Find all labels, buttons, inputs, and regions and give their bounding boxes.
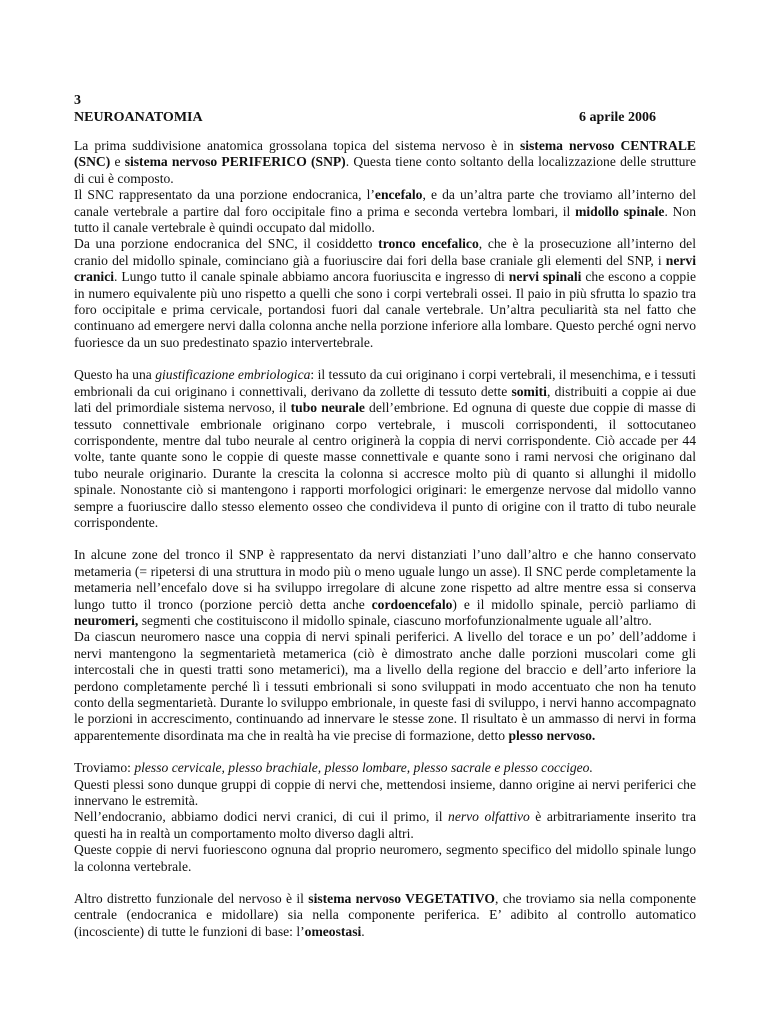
document-page	[74, 92, 696, 940]
paragraph	[74, 367, 696, 531]
bold-term: somiti	[511, 383, 547, 399]
bold-term: sistema nervoso CENTRALE (SNC)	[74, 138, 696, 170]
document-title: NEUROANATOMIA	[74, 110, 203, 125]
bold-term: encefalo	[374, 187, 423, 203]
bold-term: tubo neurale	[290, 400, 365, 416]
bold-term: sistema nervoso VEGETATIVO	[308, 891, 495, 907]
text-run: : il tessuto da cui originano i corpi vertebrali, il mesenchima, e i tessuti embrionali da cui originano i connettivali, derivano da zollette di tessuto dette	[74, 367, 696, 399]
italic-term: giustificazione embriologica	[155, 367, 311, 383]
text-run: Il SNC rappresentato da una porzione endocranica, l’	[74, 187, 375, 203]
bold-term: sistema nervoso PERIFERICO (SNP)	[124, 154, 346, 170]
paragraph	[74, 842, 696, 875]
paragraph	[74, 891, 696, 940]
text-run: Da ciascun neuromero nasce una coppia di nervi spinali periferici. A livello del torace e un po’ dell’addome i nervi mantengono la segmentarietà metamerica (ciò è dimostrato anche dalle porzioni muscolari come gli intercostali che in questi tratti sono metamerici), ma a livello della regione del braccio e dell’arto inferiore la perdono completamente perché lì i tessuti embrionali si sono sviluppati in modo accentuato che non ha tenuto conto della segmentarietà. Durante lo sviluppo embrionale, in queste fasi di sviluppo, i nervi hanno accompagnato le porzioni in accrescimento, continuando ad innervare le stesse zone. Il risultato è un ammasso di nervi in forma apparentemente disordinata ma che in realtà ha vie precise di formazione, detto	[74, 629, 696, 743]
text-run: Questo ha una	[74, 367, 156, 383]
document-date: 6 aprile 2006	[579, 110, 656, 125]
text-run: che escono a coppie in numero equivalente più uno rispetto a quelli che sono i corpi vertebrali ossei. Il paio in più sfrutta lo spazio tra foro occipitale e prima cervicale, portandosi fuori dal canale vertebrale. Un’altra peculiarità sta nel fatto che continuano ad emergere nervi dalla colonna anche nella porzione inferiore alla lombare. Questo perché ogni nervo fuoriesce da un suo predestinato spazio intervertebrale.	[74, 269, 697, 350]
bold-term: neuromeri,	[74, 612, 139, 628]
paragraph	[74, 138, 696, 187]
text-run: Queste coppie di nervi fuoriescono ognuna dal proprio neuromero, segmento specifico del midollo spinale lungo la colonna vertebrale.	[74, 842, 696, 874]
bold-term: nervi spinali	[508, 269, 582, 285]
italic-term: plesso cervicale, plesso brachiale, plesso lombare, plesso sacrale e plesso coccigeo.	[134, 760, 593, 776]
bold-term: tronco encefalico	[378, 236, 479, 252]
paragraph	[74, 629, 696, 744]
paragraph	[74, 760, 696, 776]
chapter-number: 3	[74, 93, 81, 108]
text-run: Questi plessi sono dunque gruppi di coppie di nervi che, mettendosi insieme, danno origine ai nervi periferici che innervano le estremità.	[74, 776, 696, 809]
text-run: ) e il midollo spinale, perciò parliamo di	[452, 596, 696, 612]
paragraph	[74, 187, 696, 236]
text-run: e	[110, 154, 125, 170]
text-run: In alcune zone del tronco il SNP è rappresentato da nervi distanziati l’uno dall’altro e che hanno conservato metameria (= ripetersi di una struttura in modo più o meno uguale lungo un asse). Il SNC perde completamente la metameria nell’encefalo dove si ha sviluppo irregolare di alcune zone rispetto ad altre mentre essa si conserva lungo tutto il tronco (porzione perciò detta anche	[74, 547, 696, 612]
text-run: .	[361, 923, 365, 939]
text-run: La prima suddivisione anatomica grossolana topica del sistema nervoso è in	[74, 138, 520, 153]
body-text	[74, 138, 696, 940]
bold-term: cordoencefalo	[371, 596, 453, 612]
text-run: Altro distretto funzionale del nervoso è il	[74, 891, 309, 907]
text-run: segmenti che costituiscono il midollo spinale, ciascuno morfofunzionalmente uguale all’altro.	[138, 612, 652, 628]
text-run: , che è la prosecuzione all’interno del cranio del midollo spinale, cominciano già a fuoriuscire dai fori della base craniale gli elementi del SNP, i	[74, 236, 696, 268]
document-header	[74, 109, 656, 126]
text-run: . Questa tiene conto soltanto della localizzazione delle strutture di cui è composto.	[74, 154, 696, 186]
text-run: Troviamo:	[74, 760, 135, 776]
paragraph	[74, 236, 696, 351]
text-run: è arbitrariamente inserito tra questi ha in realtà un comportamento molto diverso dagli altri.	[74, 809, 696, 841]
paragraph	[74, 809, 696, 842]
text-run: . Non tutto il canale vertebrale è quindi occupato dal midollo.	[74, 203, 696, 236]
text-run: , distribuiti a coppie ai due lati del primordiale sistema nervoso, il	[74, 383, 697, 416]
text-run: Nell’endocranio, abbiamo dodici nervi cranici, di cui il primo, il	[74, 809, 449, 825]
bold-term: midollo spinale	[575, 203, 665, 219]
text-run: , e da un’altra parte che troviamo all’interno del canale vertebrale a partire dal foro occipitale fino a prima e seconda vertebra lombari, il	[74, 187, 696, 219]
text-run: , che troviamo sia nella componente centrale (endocranica e midollare) sia nella componente periferica. E’ adibito al controllo automatico (incosciente) di tutte le funzioni di base: l’	[74, 891, 697, 939]
bold-term: plesso nervoso.	[508, 727, 596, 743]
bold-term: nervi cranici	[74, 252, 696, 285]
bold-term: omeostasi	[304, 923, 362, 939]
paragraph	[74, 777, 696, 810]
text-run: Da una porzione endocranica del SNC, il cosiddetto	[74, 236, 379, 252]
text-run: . Lungo tutto il canale spinale abbiamo ancora fuoriuscita e ingresso di	[114, 269, 509, 285]
paragraph	[74, 547, 696, 629]
italic-term: nervo olfattivo	[448, 809, 530, 825]
text-run: dell’embrione. Ed ognuna di queste due coppie di masse di tessuto connettivale embrionale originano corpo vertebrale, i muscoli corrispondenti, il sottocutaneo corrispondente, mentre dal tubo neurale al centro originerà la coppia di nervi corrispondente. Ciò accade per 44 volte, tante quante sono le coppie di queste masse connettivale e quante sono i rami nervosi che originano dal tubo neurale originario. Durante la crescita la colonna si accresce molto più di quanto si allunghi il midollo spinale. Nonostante ciò si mantengono i rapporti morfologici originari: le emergenze nervose dal midollo vanno sempre a fuoriuscire dallo stesso elemento osseo che condivideva il punto di origine con il tratto di tubo neurale corrispondente.	[74, 400, 697, 530]
